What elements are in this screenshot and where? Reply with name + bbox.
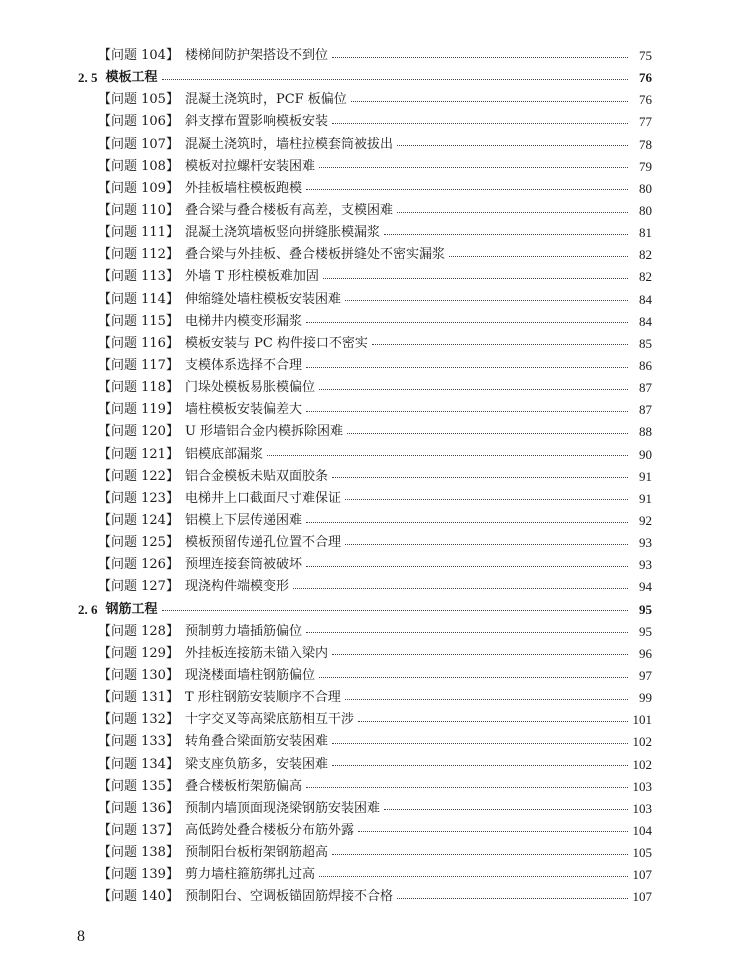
toc-item-row [78, 576, 652, 598]
page-ref: 80 [639, 203, 652, 219]
dot-leader [345, 300, 628, 301]
toc-item-row [78, 289, 652, 311]
item-number: 【问题 126】 [98, 557, 179, 573]
toc-item-row [78, 488, 652, 510]
toc-item-row [78, 532, 652, 554]
page-ref: 86 [639, 358, 652, 374]
item-number: 【问题 112】 [98, 247, 179, 263]
page-ref: 92 [639, 513, 652, 529]
page-ref: 105 [632, 845, 652, 861]
item-title: 梁支座负筋多，安装困难 [184, 756, 328, 772]
item-title: 叠合梁与叠合楼板有高差，支模困难 [184, 203, 393, 219]
item-number: 【问题 130】 [98, 668, 179, 683]
page-ref: 103 [632, 800, 652, 816]
item-title: 现浇楼面墙柱钢筋偏位 [184, 668, 315, 683]
toc-item-row [78, 111, 652, 133]
dot-leader [306, 189, 628, 190]
dot-leader [397, 212, 628, 213]
item-title: T 形柱钢筋安装顺序不合理 [184, 690, 341, 706]
dot-leader [319, 876, 628, 877]
toc-item-row [78, 89, 652, 111]
item-title: 预制阳台、空调板锚固筋焊接不合格 [184, 889, 393, 905]
item-number: 【问题 138】 [98, 845, 179, 861]
item-title: U 形墙铝合金内模拆除困难 [184, 424, 344, 440]
dot-leader [267, 455, 628, 456]
item-title: 模板预留传递孔位置不合理 [184, 535, 341, 551]
toc-item-row [78, 643, 652, 665]
item-number: 【问题 109】 [98, 180, 179, 196]
page-ref: 85 [639, 335, 652, 351]
dot-leader [332, 654, 628, 655]
page-ref: 107 [632, 867, 652, 883]
dot-leader [162, 610, 628, 611]
item-number: 【问题 118】 [98, 380, 179, 396]
item-title: 外挂板墙柱模板跑模 [184, 180, 302, 196]
item-number: 【问题 127】 [98, 579, 179, 595]
dot-leader [306, 787, 628, 788]
item-title: 混凝土浇筑时，PCF 板偏位 [184, 92, 347, 108]
page-ref: 102 [632, 734, 652, 750]
item-number: 【问题 136】 [98, 800, 179, 816]
dot-leader [358, 831, 628, 832]
dot-leader [332, 765, 628, 766]
toc-item-row [78, 178, 652, 200]
item-number: 【问题 108】 [98, 158, 179, 174]
item-number: 【问题 122】 [98, 468, 179, 484]
item-number: 【问题 135】 [98, 778, 179, 794]
page-ref: 95 [639, 623, 652, 639]
dot-leader [347, 433, 628, 434]
toc-item-row [78, 842, 652, 864]
item-title: 预制剪力墙插筋偏位 [184, 623, 302, 639]
page-ref: 102 [632, 756, 652, 772]
item-number: 【问题 106】 [98, 114, 179, 130]
toc-item-row [78, 399, 652, 421]
item-number: 【问题 124】 [98, 513, 179, 529]
toc-item-row [78, 554, 652, 576]
dot-leader [384, 809, 628, 810]
page-ref: 96 [639, 645, 652, 661]
toc-item-row [78, 754, 652, 776]
page-ref: 94 [639, 579, 652, 595]
toc-item-row [78, 45, 652, 67]
toc-section-row [78, 67, 652, 89]
toc-item-row [78, 510, 652, 532]
dot-leader [332, 57, 628, 58]
page-ref: 84 [639, 291, 652, 307]
dot-leader [162, 79, 628, 80]
item-title: 转角叠合梁面筋安装困难 [184, 734, 328, 750]
toc-item-row [78, 798, 652, 820]
dot-leader [345, 499, 628, 500]
item-title: 支模体系选择不合理 [184, 358, 302, 374]
item-number: 【问题 128】 [98, 623, 179, 639]
page-ref: 78 [639, 136, 652, 152]
page-number: 8 [77, 928, 85, 945]
toc-item-row [78, 864, 652, 886]
item-number: 【问题 104】 [98, 48, 179, 64]
toc-item-row [78, 244, 652, 266]
toc-item-row [78, 134, 652, 156]
item-number: 【问题 123】 [98, 490, 179, 506]
item-number: 【问题 134】 [98, 756, 179, 772]
toc-item-row [78, 377, 652, 399]
page-ref: 97 [639, 668, 652, 683]
dot-leader [449, 256, 628, 257]
table-of-contents [78, 45, 652, 908]
page-ref: 88 [639, 424, 652, 440]
item-number: 【问题 131】 [98, 690, 179, 706]
page-ref: 76 [639, 92, 652, 108]
dot-leader [358, 721, 628, 722]
toc-item-row [78, 333, 652, 355]
item-title: 现浇构件端模变形 [184, 579, 289, 595]
item-title: 铝模上下层传递困难 [184, 513, 302, 529]
page-ref: 84 [639, 313, 652, 329]
dot-leader [319, 677, 628, 678]
item-number: 【问题 120】 [98, 424, 179, 440]
toc-item-row [78, 421, 652, 443]
toc-item-row [78, 665, 652, 687]
page-ref: 103 [632, 778, 652, 794]
toc-item-row [78, 222, 652, 244]
toc-item-row [78, 776, 652, 798]
item-number: 【问题 114】 [98, 291, 179, 307]
dot-leader [306, 411, 628, 412]
toc-item-row [78, 621, 652, 643]
item-title: 楼梯间防护架搭设不到位 [184, 48, 328, 64]
dot-leader [372, 344, 628, 345]
page-ref: 77 [639, 114, 652, 130]
toc-item-row [78, 886, 652, 908]
item-number: 【问题 133】 [98, 734, 179, 750]
page-ref: 90 [639, 446, 652, 462]
toc-item-row [78, 731, 652, 753]
dot-leader [332, 854, 628, 855]
item-number: 【问题 139】 [98, 867, 179, 883]
page-ref: 95 [639, 601, 652, 617]
item-title: 斜支撑布置影响模板安装 [184, 114, 328, 130]
toc-item-row [78, 444, 652, 466]
toc-item-row [78, 709, 652, 731]
item-title: 模板对拉螺杆安装困难 [184, 158, 315, 174]
section-number: 2. 5 [78, 70, 98, 86]
page-ref: 76 [639, 70, 652, 86]
item-number: 【问题 137】 [98, 822, 179, 838]
item-title: 门垛处模板易胀模偏位 [184, 380, 315, 396]
item-number: 【问题 121】 [98, 446, 179, 462]
page-ref: 93 [639, 557, 652, 573]
item-number: 【问题 129】 [98, 645, 179, 661]
item-title: 高低跨处叠合楼板分布筋外露 [184, 822, 354, 838]
page-ref: 107 [632, 889, 652, 905]
item-number: 【问题 116】 [98, 335, 179, 351]
page-ref: 91 [639, 468, 652, 484]
page-ref: 82 [639, 269, 652, 285]
toc-item-row [78, 200, 652, 222]
item-title: 十字交叉等高梁底筋相互干涉 [184, 712, 354, 728]
item-title: 电梯井上口截面尺寸难保证 [184, 490, 341, 506]
toc-item-row [78, 820, 652, 842]
dot-leader [306, 322, 628, 323]
item-title: 电梯井内模变形漏浆 [184, 313, 302, 329]
dot-leader [306, 522, 628, 523]
item-number: 【问题 111】 [98, 225, 179, 241]
dot-leader [306, 367, 628, 368]
item-number: 【问题 125】 [98, 535, 179, 551]
toc-item-row [78, 687, 652, 709]
page-ref: 104 [632, 822, 652, 838]
dot-leader [384, 234, 628, 235]
toc-item-row [78, 466, 652, 488]
dot-leader [345, 544, 628, 545]
item-number: 【问题 110】 [98, 203, 179, 219]
item-title: 叠合楼板桁架筋偏高 [184, 778, 302, 794]
dot-leader [351, 101, 628, 102]
item-title: 剪力墙柱箍筋绑扎过高 [184, 867, 315, 883]
item-title: 叠合梁与外挂板、叠合楼板拼缝处不密实漏浆 [184, 247, 445, 263]
item-title: 外挂板连接筋未锚入梁内 [184, 645, 328, 661]
item-number: 【问题 140】 [98, 889, 179, 905]
item-number: 【问题 119】 [98, 402, 179, 418]
dot-leader [332, 743, 628, 744]
page-ref: 80 [639, 180, 652, 196]
dot-leader [332, 123, 628, 124]
dot-leader [319, 167, 628, 168]
item-title: 预埋连接套筒被破坏 [184, 557, 302, 573]
item-title: 模板安装与 PC 构件接口不密实 [184, 335, 368, 351]
dot-leader [332, 477, 628, 478]
dot-leader [345, 699, 628, 700]
item-title: 墙柱模板安装偏差大 [184, 402, 302, 418]
toc-section-row [78, 599, 652, 621]
item-number: 【问题 115】 [98, 313, 179, 329]
dot-leader [319, 389, 628, 390]
item-number: 【问题 113】 [98, 269, 179, 285]
toc-item-row [78, 156, 652, 178]
page-ref: 99 [639, 690, 652, 706]
page-ref: 79 [639, 158, 652, 174]
toc-item-row [78, 266, 652, 288]
section-title: 钢筋工程 [105, 601, 158, 617]
item-title: 混凝土浇筑时，墙柱拉模套筒被拔出 [184, 136, 393, 152]
section-number: 2. 6 [78, 601, 98, 617]
dot-leader [397, 898, 628, 899]
item-number: 【问题 105】 [98, 92, 179, 108]
dot-leader [397, 145, 628, 146]
page-ref: 93 [639, 535, 652, 551]
section-title: 模板工程 [105, 70, 158, 86]
item-number: 【问题 117】 [98, 358, 179, 374]
item-title: 外墙 T 形柱模板难加固 [184, 269, 319, 285]
item-number: 【问题 107】 [98, 136, 179, 152]
dot-leader [306, 566, 628, 567]
item-number: 【问题 132】 [98, 712, 179, 728]
item-title: 预制内墙顶面现浇梁钢筋安装困难 [184, 800, 380, 816]
page-ref: 91 [639, 490, 652, 506]
item-title: 铝模底部漏浆 [184, 446, 263, 462]
page-ref: 87 [639, 380, 652, 396]
dot-leader [323, 278, 628, 279]
page-ref: 101 [632, 712, 652, 728]
page-ref: 82 [639, 247, 652, 263]
item-title: 预制阳台板桁架钢筋超高 [184, 845, 328, 861]
page-ref: 75 [639, 48, 652, 64]
item-title: 伸缩缝处墙柱模板安装困难 [184, 291, 341, 307]
toc-item-row [78, 355, 652, 377]
page-ref: 87 [639, 402, 652, 418]
page-ref: 81 [639, 225, 652, 241]
item-title: 铝合金模板未贴双面胶条 [184, 468, 328, 484]
dot-leader [293, 588, 628, 589]
dot-leader [306, 632, 628, 633]
toc-item-row [78, 311, 652, 333]
item-title: 混凝土浇筑墙板竖向拼缝胀模漏浆 [184, 225, 380, 241]
